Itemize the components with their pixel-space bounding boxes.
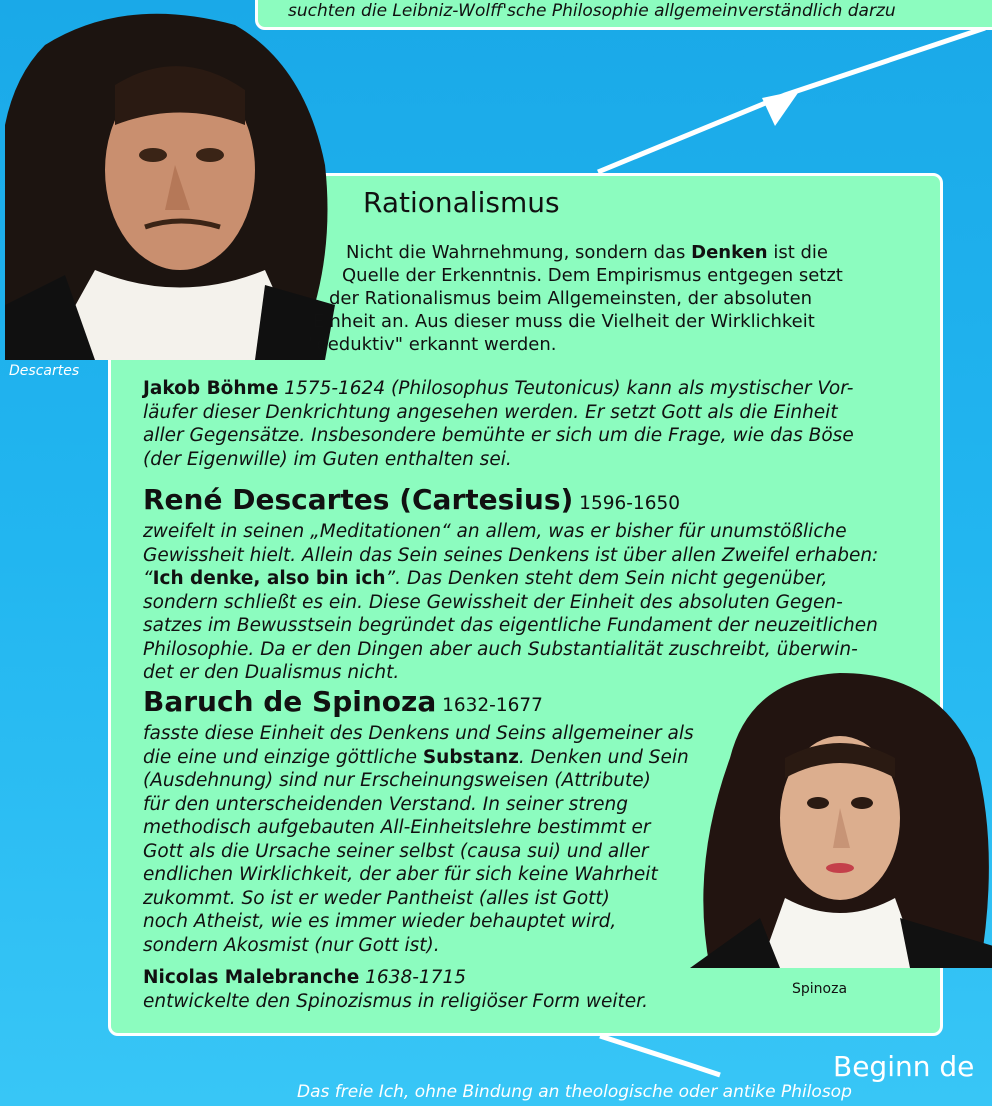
boehme-line: (der Eigenwille) im Guten enthalten sei. <box>143 448 512 470</box>
spinoza-line: die eine und einzige göttliche <box>143 746 423 768</box>
boehme-line: aller Gegensätze. Insbesondere bemühte er sich um die Frage, wie das Böse <box>143 425 854 446</box>
intro-line-1 <box>346 241 828 265</box>
descartes-line: zweifelt in seinen „Meditationen“ an allem, was er bisher für unumstößliche <box>143 521 847 542</box>
spinoza-line: methodisch aufgebauten All-Einheitslehre bestimmt er <box>143 817 651 838</box>
descartes-line: Gewissheit hielt. Allein das Sein seines Denkens ist über allen Zweifel erhaben: <box>143 544 879 566</box>
spinoza-line: (Ausdehnung) sind nur Erscheinungsweisen (Attribute) <box>143 770 651 791</box>
descartes-portrait <box>5 5 345 360</box>
spinoza-caption: Spinoza <box>792 981 848 997</box>
top-text-box <box>255 0 992 30</box>
spinoza-line: Gott als die Ursache seiner selbst (causa sui) und aller <box>143 840 649 862</box>
spinoza-dates: 1632-1677 <box>436 695 543 716</box>
malebranche-dates: 1638-1715 <box>359 967 466 988</box>
spinoza-emphasis: Substanz <box>422 746 519 768</box>
malebranche-line: entwickelte den Spinozismus in religiöser Form weiter. <box>143 990 648 1012</box>
malebranche-paragraph <box>143 966 648 1013</box>
descartes-line: satzes im Bewusstsein begründet das eigentliche Fundament der neuzeitlichen <box>143 615 878 636</box>
intro-emphasis: Denken <box>691 242 768 263</box>
descartes-quote: Ich denke, also bin ich <box>152 568 386 589</box>
intro-line-5: "deduktiv" erkannt werden. <box>308 334 557 355</box>
next-section-text: Das freie Ich, ohne Bindung an theologische oder antike Philosop <box>297 1082 852 1102</box>
descartes-line: “ <box>143 568 153 589</box>
boehme-paragraph <box>143 377 854 471</box>
spinoza-line: endlichen Wirklichkeit, der aber für sich keine Wahrheit <box>143 864 658 885</box>
intro-text: ist die <box>767 242 828 263</box>
spinoza-line: . Denken und Sein <box>518 746 689 768</box>
descartes-name: René Descartes (Cartesius) <box>143 483 574 516</box>
boehme-dates: 1575-1624 (Philosophus Teutonicus) kann als mystischer Vor- <box>278 378 854 399</box>
descartes-line: Philosophie. Da er den Dingen aber auch Substantialität zuschreibt, überwin- <box>143 638 858 660</box>
intro-line-3: der Rationalismus beim Allgemeinsten, der absoluten <box>329 288 813 309</box>
spinoza-line: sondern Akosmist (nur Gott ist). <box>143 934 440 956</box>
intro-line-2: Quelle der Erkenntnis. Dem Empirismus entgegen setzt <box>342 265 843 286</box>
descartes-line: det er den Dualismus nicht. <box>143 662 400 683</box>
descartes-line: sondern schließt es ein. Diese Gewissheit der Einheit des absoluten Gegen- <box>143 591 843 613</box>
descartes-paragraph <box>143 484 878 685</box>
boehme-name: Jakob Böhme <box>143 378 279 399</box>
spinoza-paragraph <box>143 686 694 957</box>
malebranche-name: Nicolas Malebranche <box>143 967 360 988</box>
section-title: Rationalismus <box>363 186 560 219</box>
spinoza-line: zukommt. So ist er weder Pantheist (alles ist Gott) <box>143 887 610 909</box>
spinoza-line: für den unterscheidenden Verstand. In seiner streng <box>143 793 628 815</box>
intro-line-4: Einheit an. Aus dieser muss die Vielheit der Wirklichkeit <box>313 311 815 332</box>
boehme-line: läufer dieser Denkrichtung angesehen werden. Er setzt Gott als die Einheit <box>143 401 838 423</box>
descartes-caption: Descartes <box>9 363 80 379</box>
spinoza-portrait <box>690 668 992 978</box>
intro-text: Nicht die Wahrnehmung, sondern das <box>346 242 692 263</box>
spinoza-name: Baruch de Spinoza <box>143 685 437 718</box>
next-section-title: Beginn de <box>833 1050 975 1083</box>
spinoza-line: noch Atheist, wie es immer wieder behauptet wird, <box>143 911 617 932</box>
top-text: suchten die Leibniz-Wolff'sche Philosophie allgemeinverständlich darzu <box>288 1 896 21</box>
descartes-line: ”. Das Denken steht dem Sein nicht gegenüber, <box>385 568 828 589</box>
spinoza-line: fasste diese Einheit des Denkens und Seins allgemeiner als <box>143 723 694 744</box>
descartes-dates: 1596-1650 <box>573 493 681 514</box>
